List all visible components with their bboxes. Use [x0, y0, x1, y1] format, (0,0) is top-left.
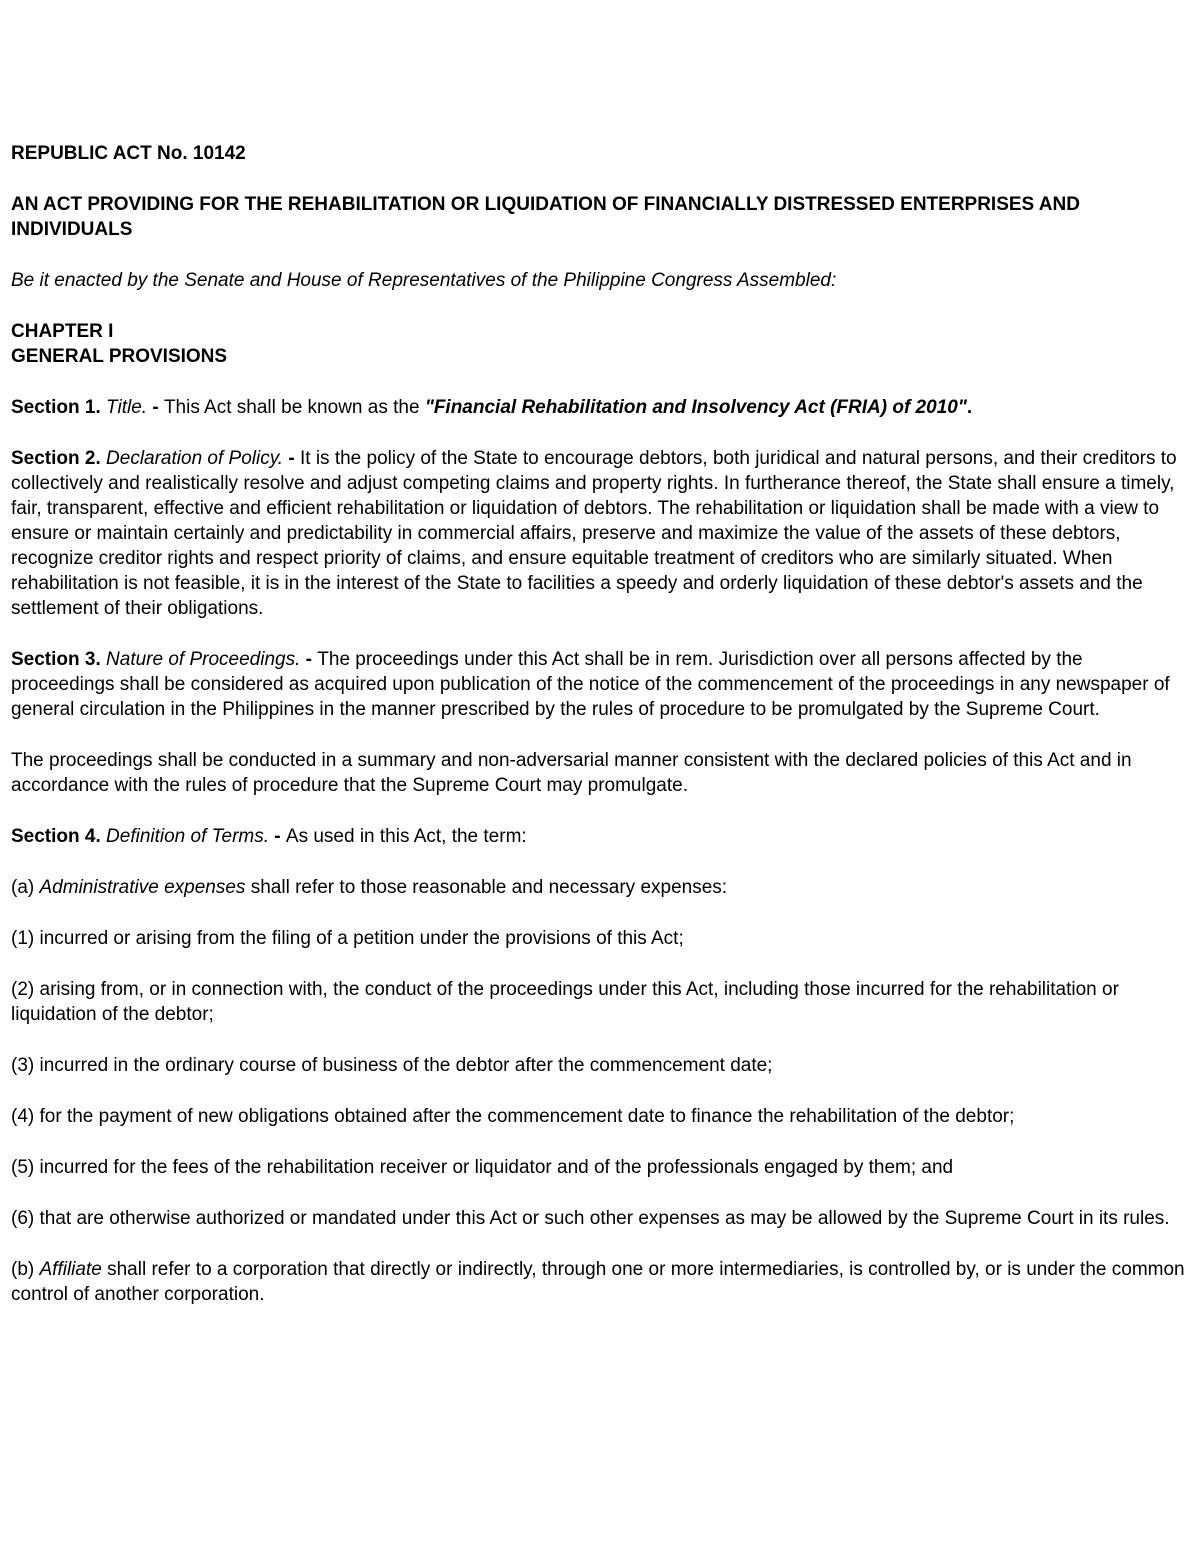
- list-item: (5) incurred for the fees of the rehabilitation receiver or liquidator and of the professionals engaged by them; and: [11, 1157, 954, 1178]
- enacting-clause: Be it enacted by the Senate and House of Representatives of the Philippine Congress Assembled:: [11, 270, 837, 291]
- section-label: Section 4.: [11, 826, 101, 847]
- section-separator: -: [300, 649, 318, 670]
- section-heading: Nature of Proceedings.: [106, 649, 301, 670]
- definition-text: shall refer to those reasonable and necessary expenses:: [245, 877, 728, 898]
- section-heading: Declaration of Policy.: [106, 448, 284, 469]
- act-title: AN ACT PROVIDING FOR THE REHABILITATION OR LIQUIDATION OF FINANCIALLY DISTRESSED ENTERPRISES AND INDIVIDUALS: [11, 194, 1080, 240]
- list-item: (2) arising from, or in connection with, the conduct of the proceedings under this Act, including those incurred for the rehabilitation or liquidation of the debtor;: [11, 979, 1119, 1025]
- section-text: As used in this Act, the term:: [285, 826, 527, 847]
- section-separator: -: [269, 826, 286, 847]
- chapter-number: CHAPTER I: [11, 321, 114, 342]
- act-short-title: "Financial Rehabilitation and Insolvency Act (FRIA) of 2010": [424, 397, 967, 418]
- list-item: (3) incurred in the ordinary course of business of the debtor after the commencement date;: [11, 1055, 773, 1076]
- section-1: [11, 395, 1189, 420]
- definition-text: shall refer to a corporation that directly or indirectly, through one or more intermediaries, is controlled by, or is under the common control of another corporation.: [11, 1259, 1185, 1305]
- list-item: (1) incurred or arising from the filing of a petition under the provisions of this Act;: [11, 928, 684, 949]
- section-4: [11, 824, 1189, 849]
- definition-prefix: (a): [11, 877, 40, 898]
- list-item: (6) that are otherwise authorized or mandated under this Act or such other expenses as may be allowed by the Supreme Court in its rules.: [11, 1208, 1170, 1229]
- section-heading: Title.: [106, 397, 148, 418]
- defined-term: Affiliate: [39, 1259, 102, 1280]
- section-heading: Definition of Terms.: [106, 826, 270, 847]
- section-3: [11, 647, 1189, 722]
- document-body: [11, 141, 1189, 1333]
- list-item: (4) for the payment of new obligations obtained after the commencement date to finance the rehabilitation of the debtor;: [11, 1106, 1015, 1127]
- section-label: Section 1.: [11, 397, 101, 418]
- section-2: [11, 446, 1189, 621]
- section-text: The proceedings under this Act shall be in rem. Jurisdiction over all persons affected by the proceedings shall be considered as acquired upon publication of the notice of the commencement of the proceedings in any newspaper of general circulation in the Philippines in the manner prescribed by the rules of procedure to be promulgated by the Supreme Court.: [11, 649, 1170, 720]
- section-3-paragraph-2: The proceedings shall be conducted in a summary and non-adversarial manner consistent with the declared policies of this Act and in accordance with the rules of procedure that the Supreme Court may promulgate.: [11, 750, 1132, 796]
- section-separator: -: [283, 448, 300, 469]
- section-text: It is the policy of the State to encourage debtors, both juridical and natural persons, and their creditors to collectively and realistically resolve and adjust competing claims and property rights. In furtherance thereof, the State shall ensure a timely, fair, transparent, effective and efficient rehabilitation or liquidation of debtors. The rehabilitation or liquidation shall be made with a view to ensure or maintain certainly and predictability in commercial affairs, preserve and maximize the value of the assets of these debtors, recognize creditor rights and respect priority of claims, and ensure equitable treatment of creditors who are similarly situated. When rehabilitation is not feasible, it is in the interest of the State to facilities a speedy and orderly liquidation of these debtor's assets and the settlement of their obligations.: [11, 448, 1177, 619]
- section-text: This Act shall be known as the: [163, 397, 425, 418]
- definition-prefix: (b): [11, 1259, 40, 1280]
- chapter-heading: [11, 319, 1189, 369]
- section-end: .: [966, 397, 973, 418]
- chapter-title: GENERAL PROVISIONS: [11, 346, 228, 367]
- section-label: Section 2.: [11, 448, 101, 469]
- act-number: REPUBLIC ACT No. 10142: [11, 143, 246, 164]
- definition-b: [11, 1257, 1189, 1307]
- section-label: Section 3.: [11, 649, 101, 670]
- defined-term: Administrative expenses: [39, 877, 246, 898]
- definition-a: [11, 875, 1189, 900]
- section-separator: -: [147, 397, 164, 418]
